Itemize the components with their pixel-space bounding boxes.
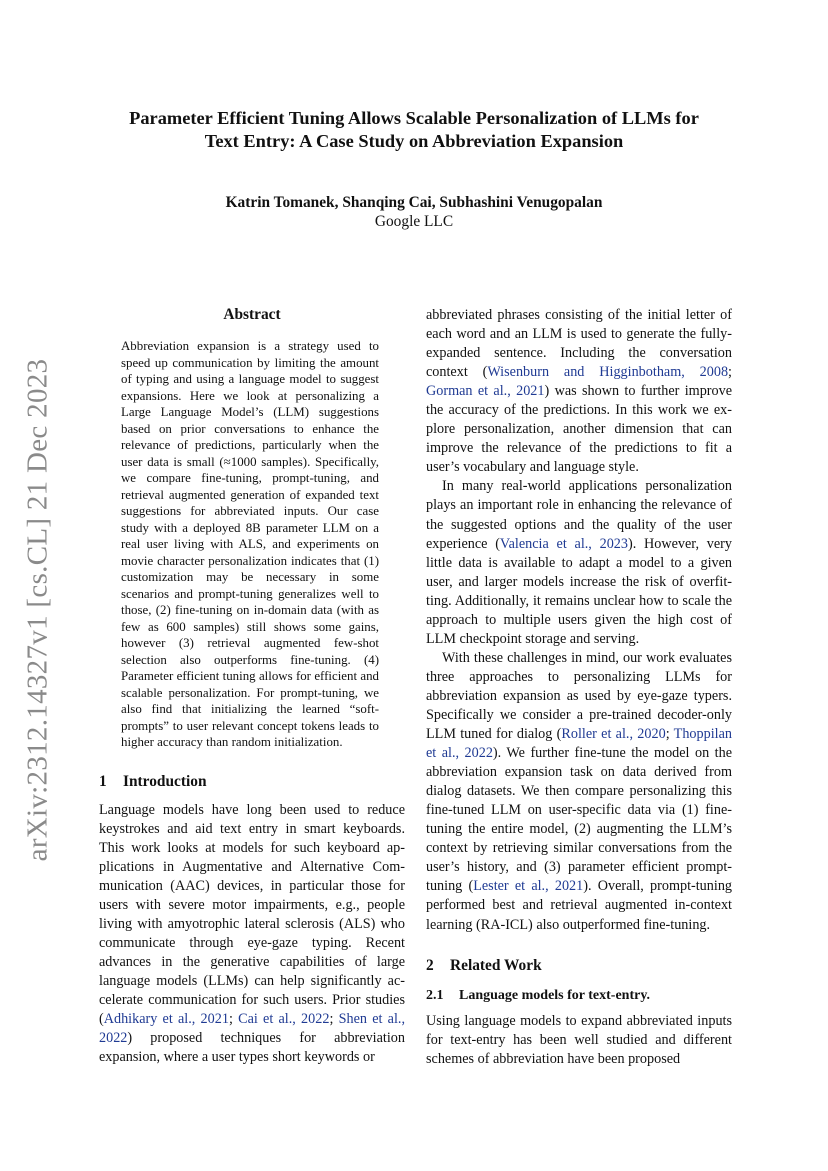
citation-link[interactable]: Lester et al., 2021: [473, 878, 584, 895]
title-line-2: Text Entry: A Case Study on Abbreviation Expansion: [204, 131, 624, 151]
citation-separator: ;: [228, 1011, 239, 1028]
section-number: 2: [426, 956, 434, 974]
paragraph-text: ). However, very little data is available to adapt a model to a given user, and larger models increase the risk of overfitting. Additionally, it remains unclear how to scale the approach to multiple users given the high cost of LLM checkpoint storage and serving.: [426, 535, 732, 647]
related-paragraph-1: Using language models to expand abbreviated inputs for text-entry has been well studied and different schemes of abbreviation have been proposed: [426, 1012, 732, 1067]
citation-link[interactable]: Valencia et al., 2023: [499, 535, 628, 552]
intro-paragraph-2: [426, 477, 732, 648]
right-column: [426, 306, 732, 1069]
section-number: 1: [99, 772, 107, 790]
subsection-title: Language models for text-entry.: [459, 987, 651, 1003]
citation-link[interactable]: Adhikary et al., 2021: [103, 1011, 229, 1028]
title-line-1: Parameter Efficient Tuning Allows Scalable Personalization of LLMs for: [129, 108, 699, 128]
citation-link[interactable]: Shen et al., 2022: [99, 1011, 405, 1047]
subsection-heading: [426, 986, 732, 1005]
left-column: [99, 305, 405, 1067]
paragraph-text: Language models have long been used to reduce keystrokes and aid text entry in smart keyboards. This work looks at models for such keyboard applications in Augmentative and Alternative Communication (AAC) devices, in particular those for users with severe motor impairments, e.g., people living with amyotrophic lateral sclerosis (ALS) who communicate through eye-gaze typing. Recent advances in the generative capabilities of large language models (LLMs) can help significantly accelerate communication for such users. Prior studies (: [99, 801, 405, 1028]
section-heading-introduction: [99, 772, 405, 792]
paper-title: [90, 107, 738, 153]
section-title: Introduction: [123, 772, 207, 790]
citation-link[interactable]: Thoppilan et al., 2022: [426, 726, 732, 762]
section-heading-related-work: [426, 956, 732, 976]
citation-separator: ;: [728, 364, 732, 381]
intro-paragraph-1-continued: [426, 306, 732, 477]
intro-paragraph-3: [426, 649, 732, 935]
citation-separator: ;: [329, 1011, 339, 1028]
affiliation: Google LLC: [374, 213, 454, 230]
paragraph-text: abbreviated phrases consisting of the initial letter of each word and an LLM is used to generate the fully-expanded sentence. Including the conversation context (: [426, 307, 732, 381]
citation-link[interactable]: Roller et al., 2020: [561, 726, 666, 743]
citation-separator: ;: [665, 726, 674, 743]
subsection-number: 2.1: [426, 987, 444, 1003]
paragraph-text: With these challenges in mind, our work evaluates three approaches to personalizing LLMs for abbreviation expansion as used by eye-gaze typers. Specifically we consider a pre-trained decoder-only LLM tuned for dialog (: [426, 649, 732, 743]
citation-link[interactable]: Gorman et al., 2021: [426, 383, 545, 400]
arxiv-id-text: arXiv:2312.14327v1 [cs.CL] 21 Dec 2023: [21, 358, 54, 862]
arxiv-identifier: [14, 358, 62, 862]
intro-paragraph-1: [99, 801, 405, 1068]
abstract-body: Abbreviation expansion is a strategy used to speed up communication by limiting the amount of typing and using a language model to suggest expansions. Here we look at personalizing a Large Language Model’s (LLM) suggestions based on prior conversations to enhance the relevance of predictions, particularly when the user data is small (≈1000 samples). Specifically, we compare fine-tuning, prompt-tuning, and retrieval augmented generation of expanded text suggestions for abbreviated inputs. Our case study with a deployed 8B parameter LLM on a real user living with ALS, and experiments on movie character personalization indicates that (1) customization may be necessary in some scenarios and prompt-tuning generalizes well to those, (2) fine-tuning on in-domain data (with as few as 600 samples) still shows some gains, however (3) retrieval augmented few-shot selection also outperforms fine-tuning. (4) Parameter efficient tuning allows for efficient and scalable personalization. For prompt-tuning, we also find that initializing the learned “soft-prompts” to user relevant concept tokens leads to higher accuracy than random initialization.: [121, 339, 379, 749]
abstract-heading: Abstract: [223, 306, 281, 323]
paragraph-text: In many real-world applications personalization plays an important role in enhancing the relevance of the suggested options and the quality of the user experience (: [426, 478, 732, 552]
citation-link[interactable]: Wisenburn and Higginbotham, 2008: [487, 364, 729, 381]
author-list: Katrin Tomanek, Shanqing Cai, Subhashini Venugopalan: [225, 194, 603, 211]
paragraph-text: ). We further fine-tune the model on the abbreviation expansion task on data derived from dialog datasets. We then compare personalizing this fine-tuned LLM on user-specific data via (1) fine-tuning the entire model, (2) augmenting the LLM’s context by retrieving similar conversations from the user’s history, and (3) parameter efficient prompt-tuning (: [426, 745, 732, 895]
paragraph-text: ) proposed techniques for abbreviation expansion, where a user types short keywords or: [99, 1030, 405, 1066]
citation-link[interactable]: Cai et al., 2022: [238, 1011, 330, 1028]
paragraph-text: ) was shown to further improve the accuracy of the predictions. In this work we explore personalization, another dimension that can improve the relevance of the predictions to fit a user’s vocabulary and language style.: [426, 383, 733, 476]
section-title: Related Work: [450, 956, 542, 974]
paragraph-text: ). Overall, prompt-tuning performed best and retrieval augmented in-context learning (RA-ICL) also outperformed fine-tuning.: [426, 878, 733, 933]
